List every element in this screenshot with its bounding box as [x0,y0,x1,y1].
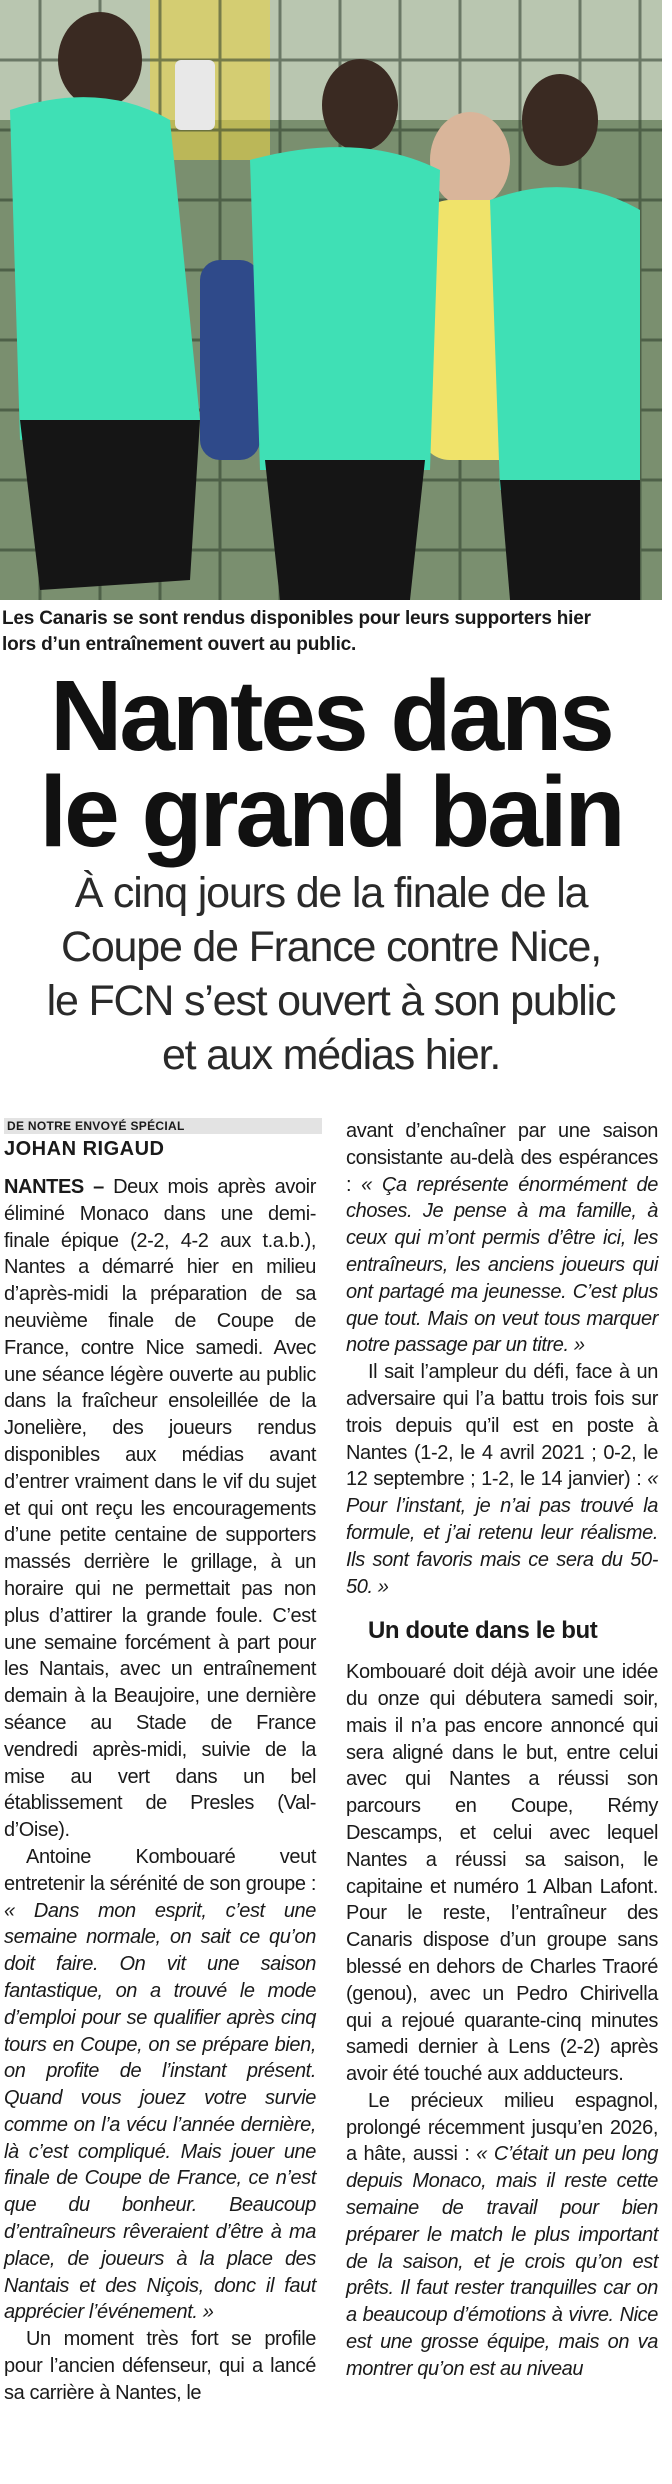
quote: « C’était un peu long depuis Monaco, mais il reste cette semaine de travail pour bien préparer le match le plus important de la saison, et je crois qu’on est prêts. Il faut rester tranquilles car on a beaucoup d’émotions à vivre. Nice est une grosse équipe, mais on va montrer qu’on est au niveau [346,2143,658,2380]
paragraph [4,1174,316,1844]
paragraph-text: Kombouaré doit déjà avoir une idée du onze qui débutera samedi soir, mais il n’a pas encore annoncé qui sera aligné dans le but, entre celui avec qui Nantes a réussi son parcours en Coupe, Rémy Descamps, et celui avec lequel Nantes a réussi sa saison, le capitaine et numéro 1 Alban Lafont. Pour le reste, l’entraîneur des Canaris dispose d’un groupe sans blessé en dehors de Charles Traoré (genou), avec un Pedro Chirivella qui a rejoué quarante-cinq minutes samedi dernier à Lens (2-2) après avoir été touché aux adducteurs. [346,1661,658,2086]
quote: « Ça représente énormément de choses. Je pense à ma famille, à ceux qui m’ont permis d’être ici, les entraîneurs, les anciens joueurs qui ont partagé ma jeunesse. C’est plus que tout. Mais on veut tous marquer notre passage par un titre. » [346,1173,658,1357]
subhead-line-4: et aux médias hier. [161,1031,501,1079]
photo-caption: Les Canaris se sont rendus disponibles pour leurs supporters hier lors d’un entraînement ouvert au public. [2,608,591,655]
paragraph [4,1844,316,2326]
article-subhead [0,866,662,1082]
byline-prefix: DE NOTRE ENVOYÉ SPÉCIAL [4,1118,322,1134]
paragraph-text: Deux mois après avoir éliminé Monaco dans une demi-finale épique (2-2, 4-2 aux t.a.b.), Nantes a démarré hier en milieu d’après-midi la préparation de sa neuvième finale de Coupe de France, contre Nice samedi. Avec une séance légère ouverte au public dans la fraîcheur ensoleillée de la Jonelière, des joueurs rendus disponibles aux médias avant d’entrer vraiment dans le vif du sujet et qui ont reçu les encouragements d’une petite centaine de supporters massés derrière le grillage, à un horaire qui ne permettait pas non plus d’attirer la grande foule. C’est une semaine forcément à part pour les Nantais, avec un entraînement demain à la Beaujoire, une dernière séance au Stade de France vendredi après-midi, suivie de la mise au vert dans un bel établissement de Presles (Val-d’Oise). [4,1176,316,1842]
football-players-photo [0,0,662,600]
dateline: NANTES – [4,1176,104,1198]
article-column-right [346,1118,658,2383]
paragraph-text: Antoine Kombouaré veut entretenir la sérénité de son groupe : [4,1845,316,1895]
paragraph-text: Il sait l’ampleur du défi, face à un adversaire qui l’a battu trois fois sur trois depuis qu’il est en poste à Nantes (1-2, le 4 avril 2021 ; 0-2, le 12 septembre ; 1-2, le 14 janvier) : [346,1361,658,1491]
headline-line-1: Nantes dans [50,660,612,772]
paragraph [346,1359,658,1600]
paragraph-text: avant d’enchaîner par une saison consistante au-delà des espérances : [346,1120,658,1196]
article-photo [0,0,662,600]
article-headline [0,660,662,868]
quote: « Dans mon esprit, c’est une semaine normale, on sait ce qu’on doit faire. On vit une saison fantastique, on a trouvé le mode d’emploi pour se qualifier après cinq tours en Coupe, on se prépare bien, on profite de l’instant présent. Quand vous jouez votre survie comme on l’a vécu l’année dernière, là c’est compliqué. Mais jouer une finale de Coupe de France, ce n’est que du bonheur. Beaucoup d’entraîneurs rêveraient d’être à ma place, de joueurs à la place des Nantais et des Niçois, donc il faut apprécier l’événement. » [4,1899,316,2324]
byline-author: JOHAN RIGAUD [4,1138,165,1160]
quote: « Pour l’instant, je n’ai pas trouvé la formule, et j’ai retenu leur réalisme. Ils sont favoris mais ce sera du 50-50. » [346,1468,658,1598]
paragraph [346,1659,658,2088]
subhead-line-3: le FCN s’est ouvert à son public [46,977,616,1025]
paragraph [346,1118,658,1359]
subhead-line-1: À cinq jours de la finale de la [74,869,588,917]
paragraph [346,2088,658,2383]
headline-line-2: le grand bain [39,756,623,868]
paragraph [4,2326,316,2406]
section-subtitle: Un doute dans le but [368,1617,598,1645]
paragraph-text: Le précieux milieu espagnol, prolongé récemment jusqu’en 2026, a hâte, aussi : [346,2089,658,2166]
article-column-left [4,1174,316,2407]
subhead-line-2: Coupe de France contre Nice, [60,923,602,971]
paragraph-text: Un moment très fort se profile pour l’ancien défenseur, qui a lancé sa carrière à Nantes, le [4,2328,316,2404]
